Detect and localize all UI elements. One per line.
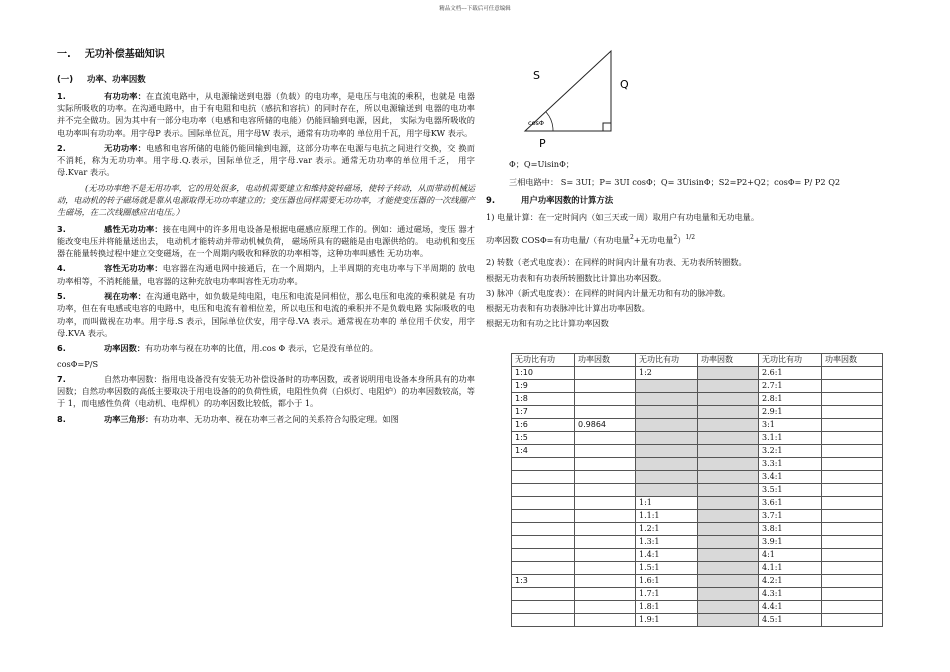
table-cell — [575, 406, 636, 419]
item-5 — [57, 290, 475, 339]
table-cell: 4.3:1 — [759, 588, 822, 601]
item-8 — [57, 413, 475, 425]
table-cell: 3:1 — [759, 419, 822, 432]
table-row — [512, 536, 883, 549]
table-cell — [822, 588, 883, 601]
table-cell — [512, 536, 575, 549]
item-2 — [57, 142, 475, 179]
power-factor-table — [511, 353, 883, 627]
table-row — [512, 588, 883, 601]
formula-line-1: Φ；Q=UisinΦ； — [509, 159, 574, 169]
table-cell — [698, 588, 759, 601]
table-cell — [575, 523, 636, 536]
doc-title — [57, 47, 475, 62]
s9-line-6: 根据无功表和有功表脉冲比计算出功率因数。 — [486, 303, 650, 314]
s9-f-c: +无功电量 — [633, 234, 674, 245]
table-cell — [698, 614, 759, 627]
table-cell: 3.1:1 — [759, 432, 822, 445]
table-row — [512, 406, 883, 419]
item-term: 视在功率： — [104, 291, 147, 302]
s9-f-e: ） — [677, 234, 686, 245]
table-cell: 1.6:1 — [636, 575, 698, 588]
s9-line-4: 根据无功表和有功表所转圈数比计算出功率因数。 — [486, 272, 667, 283]
table-cell: 1:6 — [512, 419, 575, 432]
table-cell — [636, 432, 698, 445]
item-text: 电容器在沟通电网中接通后，在一个周期内，上半周期的充电功率与下半周期的 放电功率相等，不消耗能量，电容器的这种充放电功率叫容性无功功率。 — [57, 263, 475, 286]
table-cell — [512, 562, 575, 575]
table-cell — [698, 380, 759, 393]
table-cell: 1:8 — [512, 393, 575, 406]
item-num: 5. — [57, 291, 66, 302]
table-cell — [698, 510, 759, 523]
table-cell — [575, 562, 636, 575]
item-text: 有功功率与视在功率的比值，用.cos Φ 表示，它是没有单位的。 — [144, 343, 378, 354]
table-cell: 1:2 — [636, 367, 698, 380]
table-row — [512, 367, 883, 380]
section9-num: 9. — [486, 195, 496, 205]
item-term: 容性无功功率： — [104, 263, 163, 274]
table-cell — [822, 419, 883, 432]
table-cell — [698, 601, 759, 614]
table-cell — [636, 419, 698, 432]
table-row — [512, 614, 883, 627]
table-header: 无功比有功 — [636, 354, 698, 367]
section-9 — [486, 194, 906, 336]
table-cell — [575, 380, 636, 393]
table-cell — [822, 393, 883, 406]
table-cell: 4.2:1 — [759, 575, 822, 588]
table-cell — [698, 549, 759, 562]
table-cell — [575, 445, 636, 458]
table-header-row — [512, 354, 883, 367]
table-cell — [575, 367, 636, 380]
item-text: 电感和电容所储的电能仍能回输到电源，这部分功率在电源与电抗之间进行交换，交 换而不消耗，称为无功功率。用字母.Q.表示，国际单位乏，用字母.var 表示。通常无功功率的单位用千乏， 用字母.Kvar 表示。 — [57, 142, 475, 178]
table-cell — [512, 510, 575, 523]
table-cell: 1.4:1 — [636, 549, 698, 562]
item-text: 自然功率因数：指用电设备没有安装无功补偿设备时的功率因数，或者说明用电设备本身所具有的功率因数；自然功率因数的高低主要取决于用电设备的的负荷性质，电阻性负荷（白炽灯、电阻炉）的功率因数较高，等于 1，而电感性负荷（电动机、电焊机）的功率因数比较低，都小于 1。 — [57, 373, 475, 409]
note-paragraph: (无功功率绝不是无用功率，它的用处很多，电动机需要建立和维持旋转磁场，使转子转动，从而带动机械运动，电动机的转子磁场就是靠从电源取得无功功率建立的；变压器也同样需要无功功率，才能使变压器的一次线圈产生磁场，在二次线圈感应出电压。） — [57, 182, 475, 218]
s9-f-b: 2 — [629, 233, 634, 241]
item-term: 功率因数： — [104, 343, 145, 354]
table-cell — [698, 562, 759, 575]
table-cell: 4.4:1 — [759, 601, 822, 614]
table-row — [512, 601, 883, 614]
s9-f-d: 2 — [673, 233, 678, 241]
table-cell — [698, 497, 759, 510]
s9-formula — [486, 233, 906, 246]
table-cell — [698, 445, 759, 458]
table-cell — [698, 432, 759, 445]
label-angle: cosΦ — [528, 119, 545, 127]
table-cell: 2.7:1 — [759, 380, 822, 393]
table-cell: 1:10 — [512, 367, 575, 380]
item-num: 7. — [57, 373, 66, 384]
table-cell — [822, 406, 883, 419]
table-cell — [822, 601, 883, 614]
table-row — [512, 575, 883, 588]
table-cell: 3.8:1 — [759, 523, 822, 536]
section1-text: 功率、功率因数 — [87, 74, 146, 84]
table-cell — [636, 380, 698, 393]
table-cell: 0.9864 — [575, 419, 636, 432]
table-cell: 1.8:1 — [636, 601, 698, 614]
table-cell: 1:4 — [512, 445, 575, 458]
table-cell: 1:1 — [636, 497, 698, 510]
item-term: 功率三角形： — [104, 413, 154, 424]
table-cell: 1.1:1 — [636, 510, 698, 523]
title-text: 无功补偿基础知识 — [84, 49, 165, 60]
item-term: 感性无功功率： — [104, 223, 163, 234]
table-cell — [698, 406, 759, 419]
table-cell — [512, 484, 575, 497]
table-cell: 3.6:1 — [759, 497, 822, 510]
table-cell — [822, 445, 883, 458]
table-cell — [636, 393, 698, 406]
table-cell — [698, 419, 759, 432]
item-num: 1. — [57, 90, 66, 101]
table-cell: 3.9:1 — [759, 536, 822, 549]
table-cell: 1.2:1 — [636, 523, 698, 536]
table-cell — [822, 380, 883, 393]
table-cell — [698, 575, 759, 588]
table-cell: 4.1:1 — [759, 562, 822, 575]
table-row — [512, 497, 883, 510]
item-4 — [57, 262, 475, 287]
table-cell — [575, 484, 636, 497]
right-angle-mark — [603, 123, 611, 131]
item-num: 3. — [57, 223, 66, 234]
table-cell: 1.7:1 — [636, 588, 698, 601]
table-row — [512, 549, 883, 562]
left-column — [57, 47, 475, 428]
table-cell — [575, 536, 636, 549]
section1-heading — [57, 73, 475, 86]
s9-line-1: 1) 电量计算：在一定时间内（如三天或一周）取用户有功电量和无功电量。 — [486, 211, 760, 222]
table-cell — [822, 575, 883, 588]
table-row — [512, 484, 883, 497]
table-cell: 2.9:1 — [759, 406, 822, 419]
table-cell — [575, 549, 636, 562]
table-cell — [822, 614, 883, 627]
table-cell: 1.3:1 — [636, 536, 698, 549]
table-cell — [698, 523, 759, 536]
section1-num: (一) — [57, 74, 74, 84]
s9-f-a: 功率因数 COSΦ=有功电量/（有功电量 — [486, 234, 630, 245]
table-cell — [822, 471, 883, 484]
table-cell: 2.6:1 — [759, 367, 822, 380]
item-1 — [57, 90, 475, 139]
s9-f-f: 1/2 — [685, 233, 696, 241]
table-cell: 2.8:1 — [759, 393, 822, 406]
table-cell: 1.9:1 — [636, 614, 698, 627]
table-cell — [822, 484, 883, 497]
table-cell — [636, 445, 698, 458]
s9-line-7: 根据无功和有功之比计算功率因数 — [486, 318, 609, 329]
angle-arc — [546, 112, 553, 131]
formula-line-2: 三相电路中： S= 3UI；P= 3UI cosΦ；Q= 3UisinΦ；S2=P2+Q2；cosΦ= P/ P2 Q2 — [509, 177, 841, 187]
table-row — [512, 445, 883, 458]
table-cell — [575, 510, 636, 523]
label-p: P — [539, 137, 546, 150]
section9-title: 用户功率因数的计算方法 — [521, 195, 614, 205]
table-cell — [636, 484, 698, 497]
label-q: Q — [620, 78, 629, 91]
table-cell: 4:1 — [759, 549, 822, 562]
table-row — [512, 510, 883, 523]
item-term: 有功功率： — [104, 90, 147, 101]
table-cell — [822, 497, 883, 510]
table-cell — [575, 458, 636, 471]
item-3 — [57, 223, 475, 260]
table-cell — [512, 549, 575, 562]
table-cell — [575, 614, 636, 627]
table-cell: 3.7:1 — [759, 510, 822, 523]
table-cell — [822, 458, 883, 471]
label-s: S — [533, 69, 540, 82]
table-cell — [822, 367, 883, 380]
table-cell — [822, 549, 883, 562]
table-cell — [575, 588, 636, 601]
table-cell — [575, 601, 636, 614]
table-cell — [822, 432, 883, 445]
table-cell — [575, 497, 636, 510]
table-cell — [636, 406, 698, 419]
table-cell: 3.2:1 — [759, 445, 822, 458]
table-cell — [512, 471, 575, 484]
table-row — [512, 562, 883, 575]
table-cell — [636, 471, 698, 484]
item-text: 在沟通电路中，如负载是纯电阻，电压和电流是同相位，那么电压和电流的乘积就是 有功功率，但在有电感或电容的电路中，电压和电流有着相位差，所以电压和电流的乘积并不是负载电路 实际吸收的电功率，而叫做视在功率。用字母.S 表示，国际单位伏安，用字母.VA 表示。通常视在功率的 单位用千伏安，用字母.KVA 表示。 — [57, 291, 475, 338]
table-cell: 1:7 — [512, 406, 575, 419]
table-cell — [822, 523, 883, 536]
item-num: 6. — [57, 343, 66, 354]
table-cell — [698, 484, 759, 497]
table-cell — [512, 614, 575, 627]
table-cell — [698, 393, 759, 406]
item-text: 有功功率、无功功率、视在功率三者之间的关系符合勾股定理。如图 — [153, 413, 399, 424]
table-cell — [698, 367, 759, 380]
cos-formula: cosΦ=P/S — [57, 358, 99, 369]
table-row — [512, 419, 883, 432]
table-row — [512, 458, 883, 471]
table-cell — [698, 536, 759, 549]
item-7 — [57, 373, 475, 410]
table-cell — [636, 458, 698, 471]
table-cell: 3.3:1 — [759, 458, 822, 471]
table-row — [512, 432, 883, 445]
table-header: 功率因数 — [575, 354, 636, 367]
s9-line-5: 3) 脉冲（新式电度表）：在同样的时间内计量无功和有功的脉冲数。 — [486, 287, 731, 298]
table-row — [512, 380, 883, 393]
table-row — [512, 471, 883, 484]
section9-heading — [486, 194, 906, 207]
table-cell — [822, 562, 883, 575]
title-num: 一. — [57, 49, 71, 60]
item-text: 在直流电路中，从电源输送到电器（负载）的电功率，是电压与电流的乘积，也就是 电器实际所吸收的功率。在沟通电路中，由于有电阻和电抗（感抗和容抗）的同时存在，所以电源输送到 电器的电功率并不完全做功。因为其中有一部分电功率（电感和电容所储的电能）仍能回输到电源，因此， 实际为电器所吸收的电功率叫有功功率。用字母P 表示。国际单位瓦，用字母W 表示，通常有功功率的 单位用千瓦，用字母KW 表示。 — [57, 90, 475, 138]
table-cell: 1:3 — [512, 575, 575, 588]
table-row — [512, 393, 883, 406]
table-cell — [512, 497, 575, 510]
table-cell — [512, 588, 575, 601]
table-cell: 3.5:1 — [759, 484, 822, 497]
table-cell: 1.5:1 — [636, 562, 698, 575]
table-header: 功率因数 — [822, 354, 883, 367]
table-cell — [822, 536, 883, 549]
table-cell — [698, 458, 759, 471]
table-row — [512, 523, 883, 536]
table-cell — [698, 471, 759, 484]
power-triangle-diagram — [515, 45, 635, 153]
item-6 — [57, 342, 475, 354]
item-num: 2. — [57, 142, 66, 153]
table-cell — [575, 432, 636, 445]
table-cell: 1:5 — [512, 432, 575, 445]
item-num: 8. — [57, 413, 66, 424]
table-header: 无功比有功 — [759, 354, 822, 367]
page-header: 精品文档---下载后可任意编辑 — [439, 6, 511, 12]
table-cell — [575, 575, 636, 588]
item-text: 接在电网中的许多用电设备是根据电磁感应原理工作的。例如：通过磁场，变压 器才能改变电压并将能量送出去， 电动机才能转动并带动机械负荷， 磁场所具有的磁能是由电源供给的。 电动机和变压器在能量转换过程中建立交变磁场，在一个周期内吸收和释放的功率相等，这种功率叫感性 无功功率。 — [57, 223, 475, 259]
item-num: 4. — [57, 263, 66, 274]
table-header: 无功比有功 — [512, 354, 575, 367]
table-cell — [512, 601, 575, 614]
table-cell — [575, 393, 636, 406]
table-cell — [822, 510, 883, 523]
table-cell — [575, 471, 636, 484]
table-cell: 1:9 — [512, 380, 575, 393]
table-cell — [512, 523, 575, 536]
table-cell: 4.5:1 — [759, 614, 822, 627]
table-cell — [512, 458, 575, 471]
item-term: 无功功率： — [104, 142, 147, 153]
table-cell: 3.4:1 — [759, 471, 822, 484]
s9-line-3: 2) 转数（老式电度表）：在同样的时间内计量有功表、无功表所转圈数。 — [486, 257, 747, 268]
table-header: 功率因数 — [698, 354, 759, 367]
